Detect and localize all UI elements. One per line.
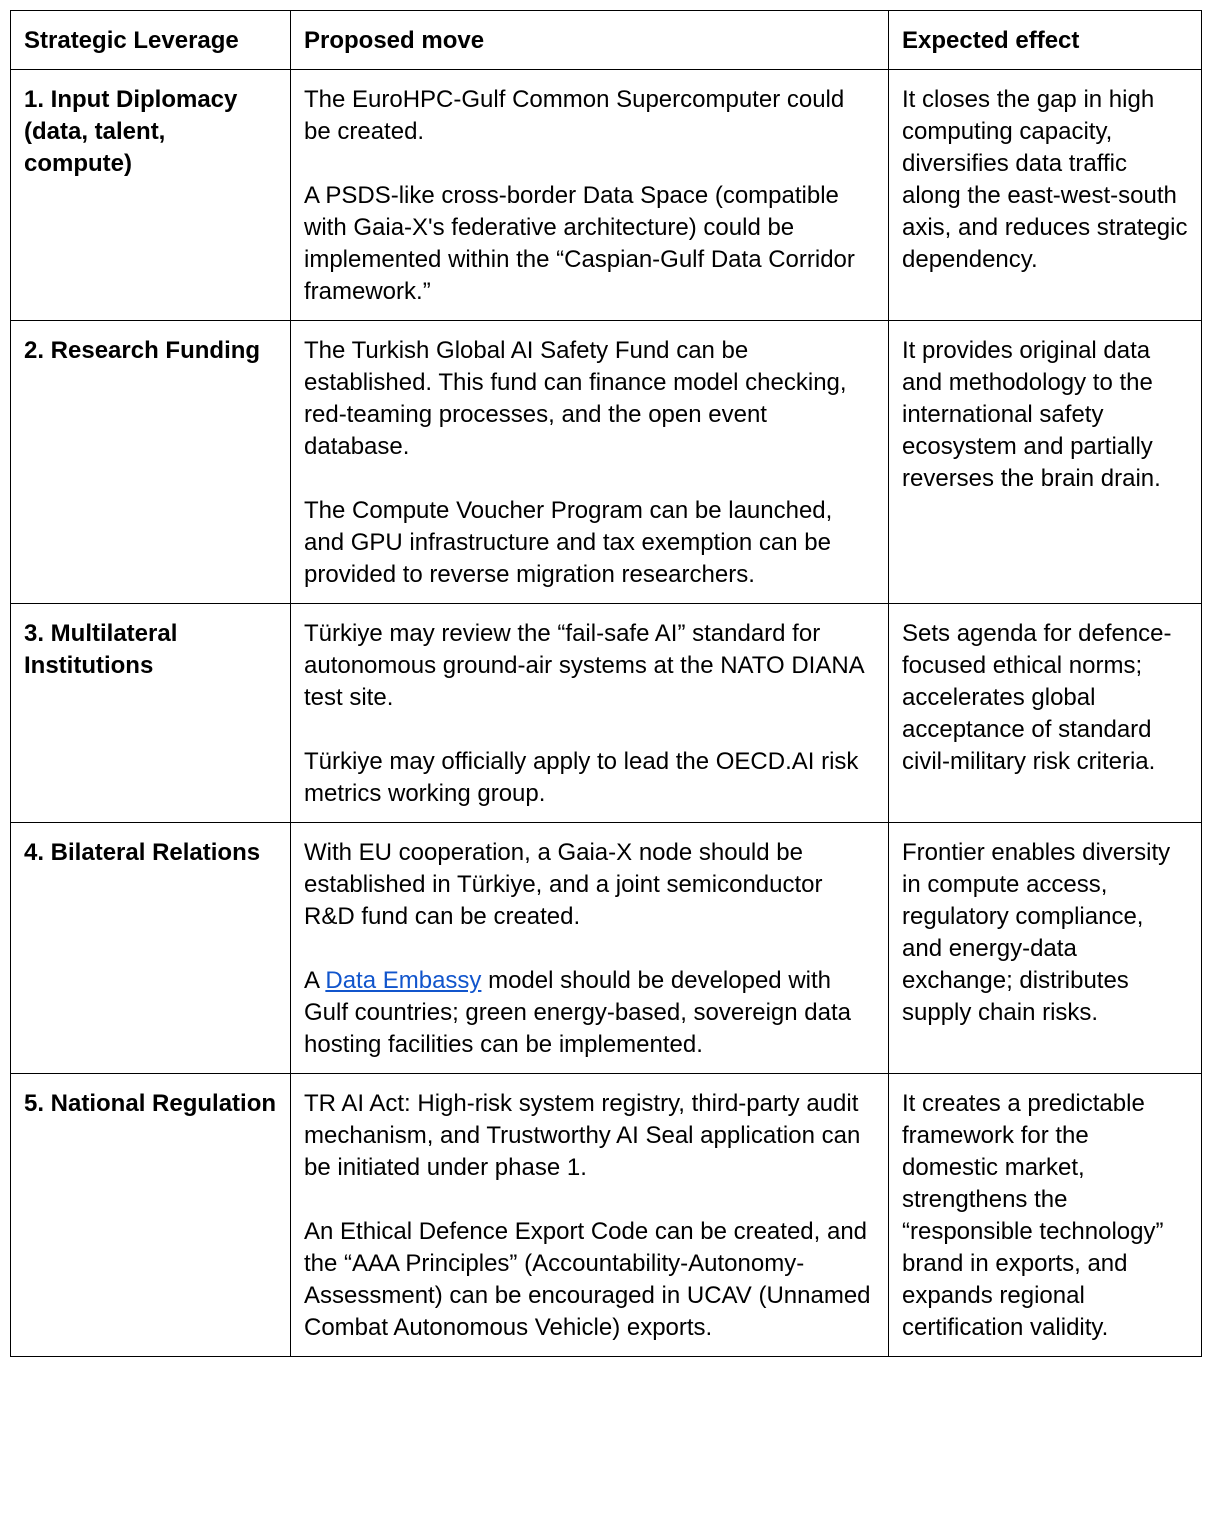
leverage-cell: 5. National Regulation xyxy=(11,1074,291,1357)
move-text-before-link: A xyxy=(304,967,326,994)
header-strategic-leverage: Strategic Leverage xyxy=(11,11,291,70)
move-paragraph: The Turkish Global AI Safety Fund can be established. This fund can finance model checking, red-teaming processes, and the open event database. xyxy=(304,337,847,460)
move-paragraph: Türkiye may review the “fail-safe AI” standard for autonomous ground-air systems at the NATO DIANA test site. xyxy=(304,620,864,711)
leverage-cell: 2. Research Funding xyxy=(11,321,291,604)
move-paragraph: Türkiye may officially apply to lead the OECD.AI risk metrics working group. xyxy=(304,748,859,807)
expected-effect-cell: Frontier enables diversity in compute access, regulatory compliance, and energy-data exchange; distributes supply chain risks. xyxy=(889,823,1202,1074)
move-paragraph: TR AI Act: High-risk system registry, third-party audit mechanism, and Trustworthy AI Seal application can be initiated under phase 1. xyxy=(304,1090,861,1181)
header-expected-effect: Expected effect xyxy=(889,11,1202,70)
proposed-move-cell xyxy=(291,823,889,1074)
leverage-cell: 3. Multilateral Institutions xyxy=(11,604,291,823)
strategy-table xyxy=(10,10,1202,1357)
table-row xyxy=(11,1074,1202,1357)
table-row xyxy=(11,604,1202,823)
leverage-cell: 4. Bilateral Relations xyxy=(11,823,291,1074)
move-text-after-link: model should be developed with Gulf countries; green energy-based, sovereign data hosting facilities can be implemented. xyxy=(304,967,851,1058)
move-paragraph xyxy=(304,965,875,1061)
header-proposed-move: Proposed move xyxy=(291,11,889,70)
expected-effect-cell: It creates a predictable framework for the domestic market, strengthens the “responsible technology” brand in exports, and expands regional certification validity. xyxy=(889,1074,1202,1357)
proposed-move-cell xyxy=(291,321,889,604)
move-paragraph: The Compute Voucher Program can be launched, and GPU infrastructure and tax exemption can be provided to reverse migration researchers. xyxy=(304,497,833,588)
expected-effect-cell: Sets agenda for defence-focused ethical norms; accelerates global acceptance of standard civil-military risk criteria. xyxy=(889,604,1202,823)
data-embassy-link[interactable]: Data Embassy xyxy=(325,967,482,994)
table-row xyxy=(11,70,1202,321)
proposed-move-cell xyxy=(291,1074,889,1357)
proposed-move-cell xyxy=(291,70,889,321)
move-paragraph: A PSDS-like cross-border Data Space (compatible with Gaia-X's federative architecture) could be implemented within the “Caspian-Gulf Data Corridor framework.” xyxy=(304,182,855,305)
move-paragraph: The EuroHPC-Gulf Common Supercomputer could be created. xyxy=(304,86,845,145)
expected-effect-cell: It provides original data and methodology to the international safety ecosystem and partially reverses the brain drain. xyxy=(889,321,1202,604)
proposed-move-cell xyxy=(291,604,889,823)
table-row xyxy=(11,321,1202,604)
header-row xyxy=(11,11,1202,70)
move-paragraph: With EU cooperation, a Gaia-X node should be established in Türkiye, and a joint semiconductor R&D fund can be created. xyxy=(304,839,823,930)
table-row xyxy=(11,823,1202,1074)
move-paragraph: An Ethical Defence Export Code can be created, and the “AAA Principles” (Accountability-Autonomy-Assessment) can be encouraged in UCAV (Unnamed Combat Autonomous Vehicle) exports. xyxy=(304,1218,871,1341)
expected-effect-cell: It closes the gap in high computing capacity, diversifies data traffic along the east-west-south axis, and reduces strategic dependency. xyxy=(889,70,1202,321)
leverage-cell: 1. Input Diplomacy (data, talent, compute) xyxy=(11,70,291,321)
